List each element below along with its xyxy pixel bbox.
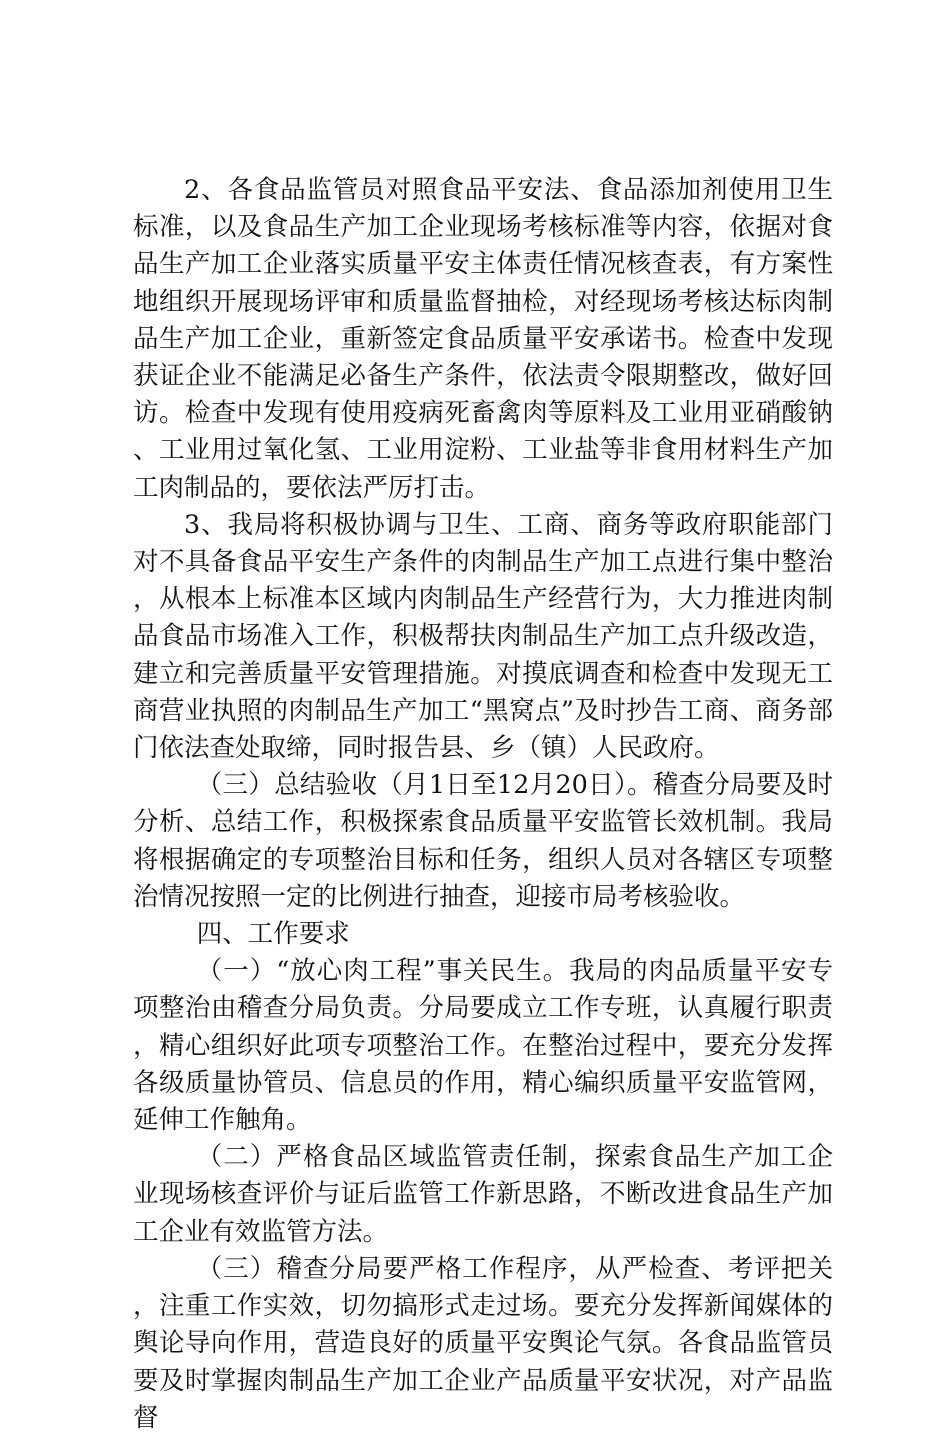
document-page — [133, 172, 833, 1437]
paragraph-item-2: 2、各食品监管员对照食品平安法、食品添加剂使用卫生标准，以及食品生产加工企业现场考核标准等内容，依据对食品生产加工企业落实质量平安主体责任情况核查表，有方案性地组织开展现场评审和质量监督抽检，对经现场考核达标肉制品生产加工企业，重新签定食品质量平安承诺书。检查中发现获证企业不能满足必备生产条件，依法责令限期整改，做好回访。检查中发现有使用疫病死畜禽肉等原料及工业用亚硝酸钠、工业用过氧化氢、工业用淀粉、工业盐等非食用材料生产加工肉制品的，要依法严厉打击。 — [133, 175, 833, 503]
section-heading-work-requirements: 四、工作要求 — [196, 919, 350, 950]
paragraph-requirement-3: （三）稽查分局要严格工作程序，从严检查、考评把关，注重工作实效，切勿搞形式走过场。要充分发挥新闻媒体的舆论导向作用，营造良好的质量平安舆论气氛。各食品监管员要及时掌握肉制品生产加工企业产品质量平安状况，对产品监督 — [133, 1253, 833, 1433]
paragraph-summary-acceptance: （三）总结验收（月1日至12月20日）。稽查分局要及时分析、总结工作，积极探索食品质量平安监管长效机制。我局将根据确定的专项整治目标和任务，组织人员对各辖区专项整治情况按照一定的比例进行抽查，迎接市局考核验收。 — [133, 770, 833, 912]
paragraph-requirement-2: （二）严格食品区域监管责任制，探索食品生产加工企业现场核查评价与证后监管工作新思路，不断改进食品生产加工企业有效监管方法。 — [133, 1142, 833, 1247]
paragraph-item-3: 3、我局将积极协调与卫生、工商、商务等政府职能部门对不具备食品平安生产条件的肉制品生产加工点进行集中整治，从根本上标准本区域内肉制品生产经营行为，大力推进肉制品食品市场准入工作，积极帮扶肉制品生产加工点升级改造，建立和完善质量平安管理措施。对摸底调查和检查中发现无工商营业执照的肉制品生产加工“黑窝点”及时抄告工商、商务部门依法查处取缔，同时报告县、乡（镇）人民政府。 — [133, 509, 833, 764]
paragraph-requirement-1: （一）“放心肉工程”事关民生。我局的肉品质量平安专项整治由稽查分局负责。分局要成立工作专班，认真履行职责，精心组织好此项专项整治工作。在整治过程中，要充分发挥各级质量协管员、信息员的作用，精心编织质量平安监管网，延伸工作触角。 — [133, 956, 833, 1136]
